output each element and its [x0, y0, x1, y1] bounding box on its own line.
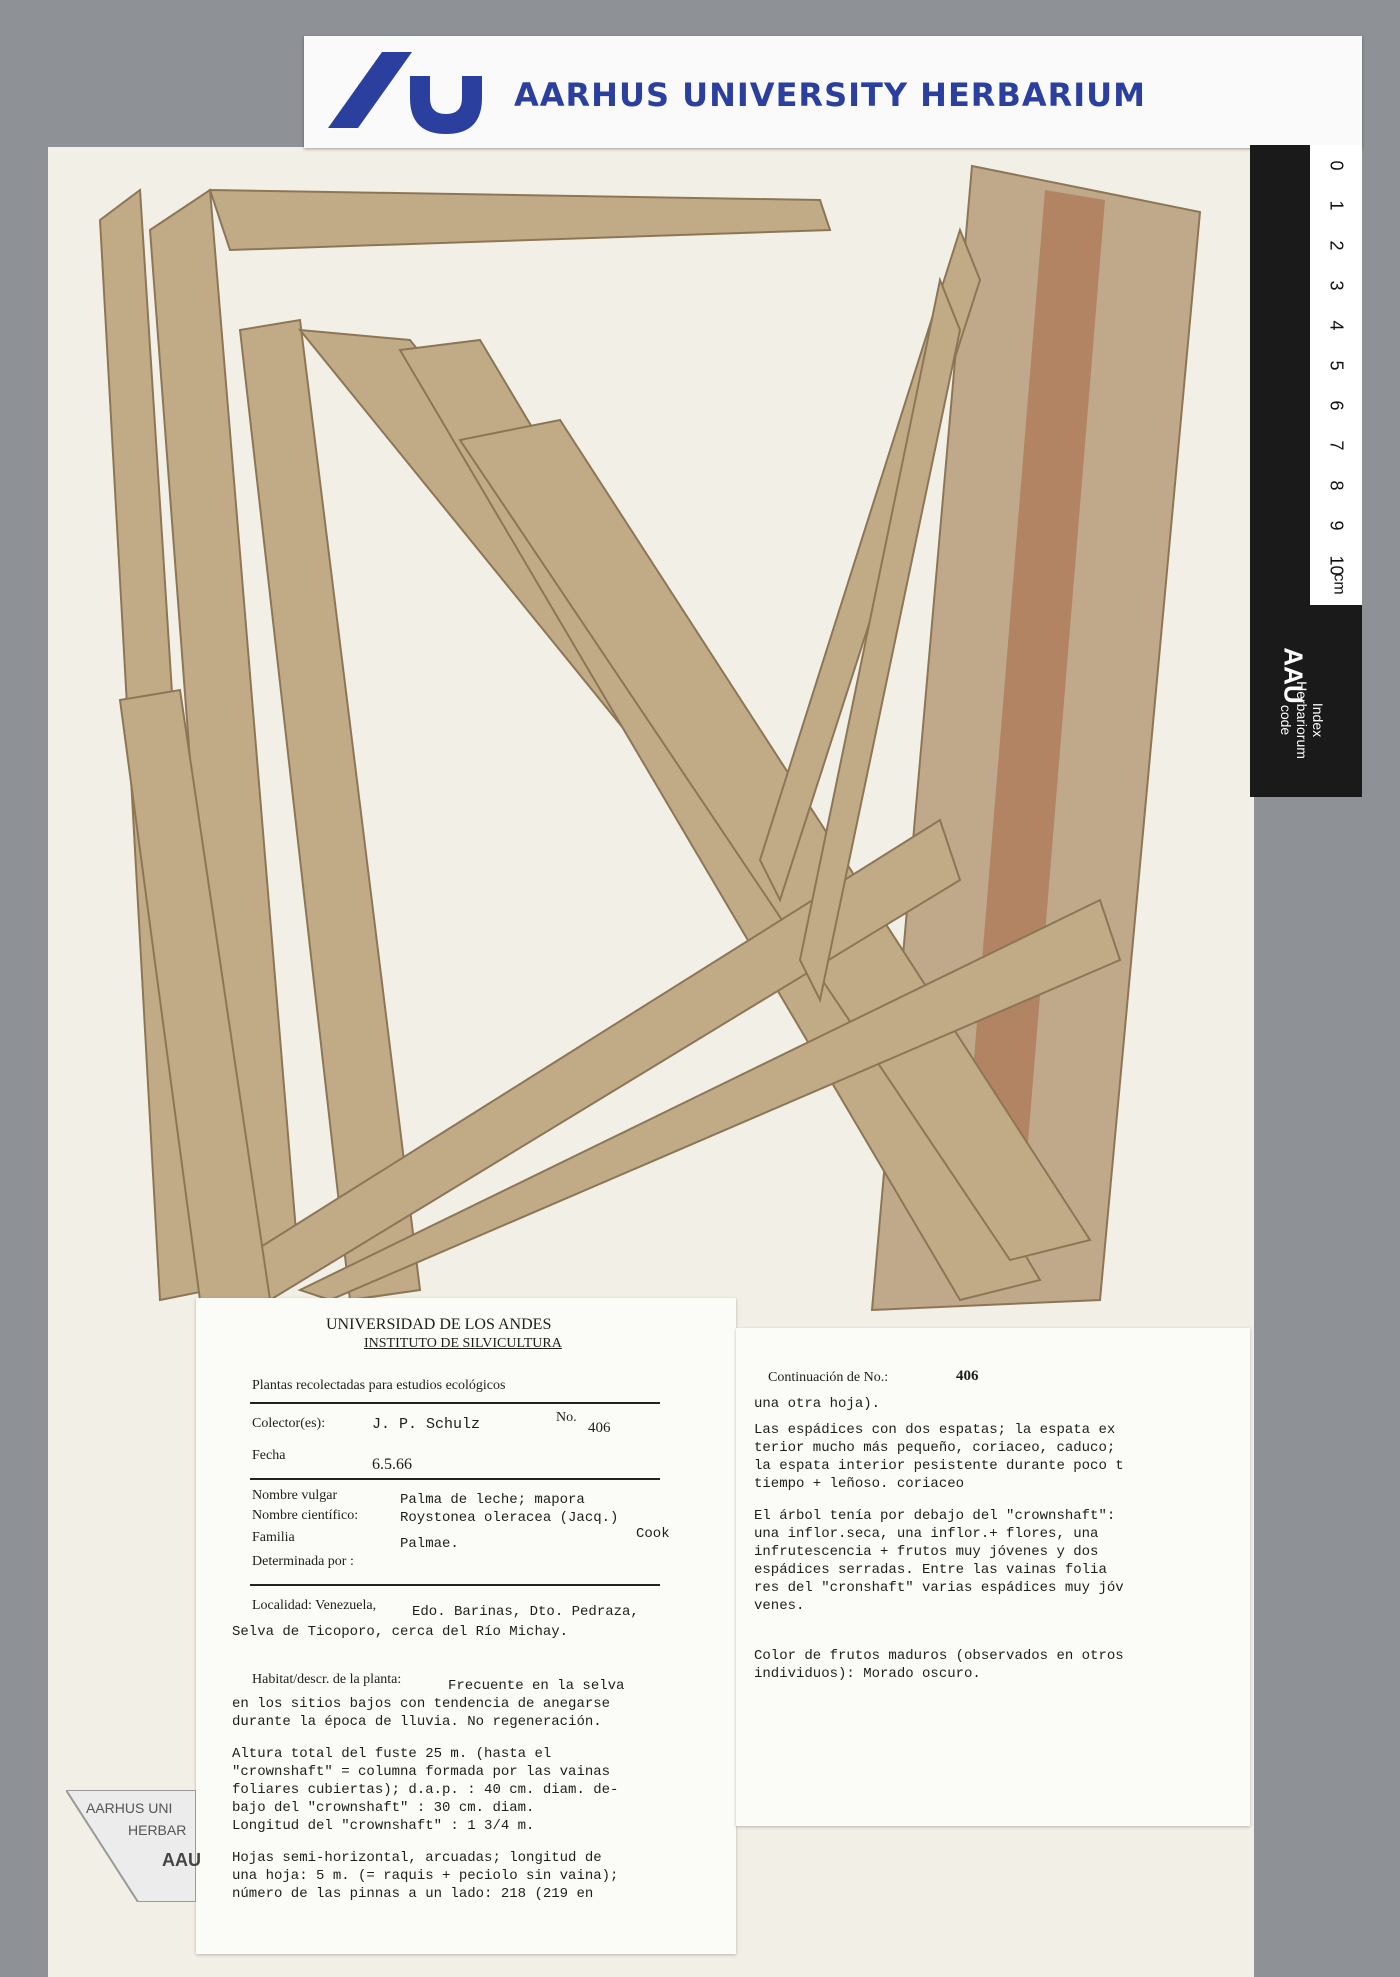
habitat-text: Longitud del "crownshaft" : 1 3/4 m.: [232, 1818, 535, 1834]
right-text: la espata interior pesistente durante poco t: [754, 1458, 1124, 1474]
habitat-text: "crownshaft" = columna formada por las vainas: [232, 1764, 611, 1780]
continuation-label-text: Continuación de No.:: [768, 1370, 889, 1385]
right-text: terior mucho más pequeño, coriaceo, caduco;: [754, 1440, 1116, 1456]
ruler-tick-label: 0: [1326, 160, 1347, 171]
habitat-text: una hoja: 5 m. (= raquis + peciolo sin vaina);: [232, 1868, 619, 1884]
number-label: No.: [556, 1410, 577, 1425]
ruler-tick-label: 2: [1326, 240, 1347, 251]
institution: UNIVERSIDAD DE LOS ANDES: [326, 1316, 552, 1333]
locality-line-2: Selva de Ticoporo, cerca del Río Michay.: [232, 1624, 569, 1640]
ruler-tick-label: 3: [1326, 280, 1347, 291]
common-name-label: Nombre vulgar: [252, 1488, 338, 1503]
collector-value: J. P. Schulz: [372, 1416, 481, 1433]
collector-label: Colector(es):: [252, 1416, 326, 1431]
locality-label: Localidad: Venezuela,: [252, 1598, 377, 1613]
determined-label: Determinada por :: [252, 1554, 354, 1569]
ruler-tick-label: 7: [1326, 440, 1347, 451]
continuation-label: [736, 1328, 1250, 1826]
habitat-text: en los sitios bajos con tendencia de anegarse: [232, 1696, 611, 1712]
ruler-tick-label: 6: [1326, 400, 1347, 411]
stamp-line-1: AARHUS UNI: [86, 1800, 173, 1816]
right-text: espádices serradas. Entre las vainas folia: [754, 1562, 1107, 1578]
ruler-tick-label: 9: [1326, 520, 1347, 531]
right-text: Color de frutos maduros (observados en otros: [754, 1648, 1124, 1664]
form-purpose: Plantas recolectadas para estudios ecológicos: [252, 1378, 506, 1393]
ruler-aau: AAU: [1278, 647, 1309, 704]
right-text: venes.: [754, 1598, 805, 1614]
number-value: 406: [588, 1420, 611, 1436]
habitat-text: Hojas semi-horizontal, arcuadas; longitud de: [232, 1850, 602, 1866]
habitat-label: Habitat/descr. de la planta:: [252, 1672, 402, 1687]
right-text: individuos): Morado oscuro.: [754, 1666, 981, 1682]
institute: INSTITUTO DE SILVICULTURA: [364, 1336, 562, 1351]
scientific-name-label: Nombre científico:: [252, 1508, 359, 1523]
header-title: AARHUS UNIVERSITY HERBARIUM: [514, 76, 1146, 114]
habitat-text: número de las pinnas a un lado: 218 (219 en: [232, 1886, 594, 1902]
ruler-code-text: Index Herbariorum code: [1278, 681, 1326, 759]
ruler-unit: cm: [1330, 573, 1348, 595]
date-label: Fecha: [252, 1448, 286, 1463]
right-text: res del "cronshaft" varias espádices muy jóv: [754, 1580, 1124, 1596]
habitat-text: Frecuente en la selva: [448, 1678, 625, 1694]
common-name-value: Palma de leche; mapora: [400, 1492, 585, 1508]
ruler-tick-label: 1: [1326, 200, 1347, 211]
aarhus-logo: [320, 46, 500, 138]
habitat-text: bajo del "crownshaft" : 30 cm. diam.: [232, 1800, 535, 1816]
habitat-text: Altura total del fuste 25 m. (hasta el: [232, 1746, 552, 1762]
right-text: tiempo + leñoso. coriaceo: [754, 1476, 965, 1492]
divider: [250, 1402, 660, 1404]
habitat-text: foliares cubiertas); d.a.p. : 40 cm. diam. de-: [232, 1782, 619, 1798]
ruler-tick-label: 5: [1326, 360, 1347, 371]
habitat-text: durante la época de lluvia. No regeneración.: [232, 1714, 602, 1730]
right-text: una otra hoja).: [754, 1396, 881, 1412]
divider: [250, 1478, 660, 1480]
stamp-line-3: AAU: [162, 1850, 201, 1870]
herbarium-header: [304, 36, 1362, 148]
family-label: Familia: [252, 1530, 295, 1545]
ruler-tick-label: 8: [1326, 480, 1347, 491]
scientific-name-value: Roystonea oleracea (Jacq.): [400, 1510, 619, 1526]
right-text: Las espádices con dos espatas; la espata ex: [754, 1422, 1116, 1438]
ruler-tick-label: 10: [1326, 555, 1347, 576]
scientific-author: Cook: [636, 1526, 670, 1542]
continuation-number: 406: [956, 1368, 979, 1384]
date-value: 6.5.66: [372, 1456, 412, 1473]
collection-label: [196, 1298, 736, 1954]
ruler-tick-label: 4: [1326, 320, 1347, 331]
family-value: Palmae.: [400, 1536, 459, 1552]
stamp-line-2: HERBAR: [128, 1822, 187, 1838]
right-text: una inflor.seca, una inflor.+ flores, una: [754, 1526, 1099, 1542]
locality-line-1: Edo. Barinas, Dto. Pedraza,: [412, 1604, 639, 1620]
right-text: El árbol tenía por debajo del "crownshaft":: [754, 1508, 1116, 1524]
divider: [250, 1584, 660, 1586]
right-text: infrutescencia + frutos muy jóvenes y dos: [754, 1544, 1099, 1560]
ruler-scale: [1310, 145, 1362, 605]
